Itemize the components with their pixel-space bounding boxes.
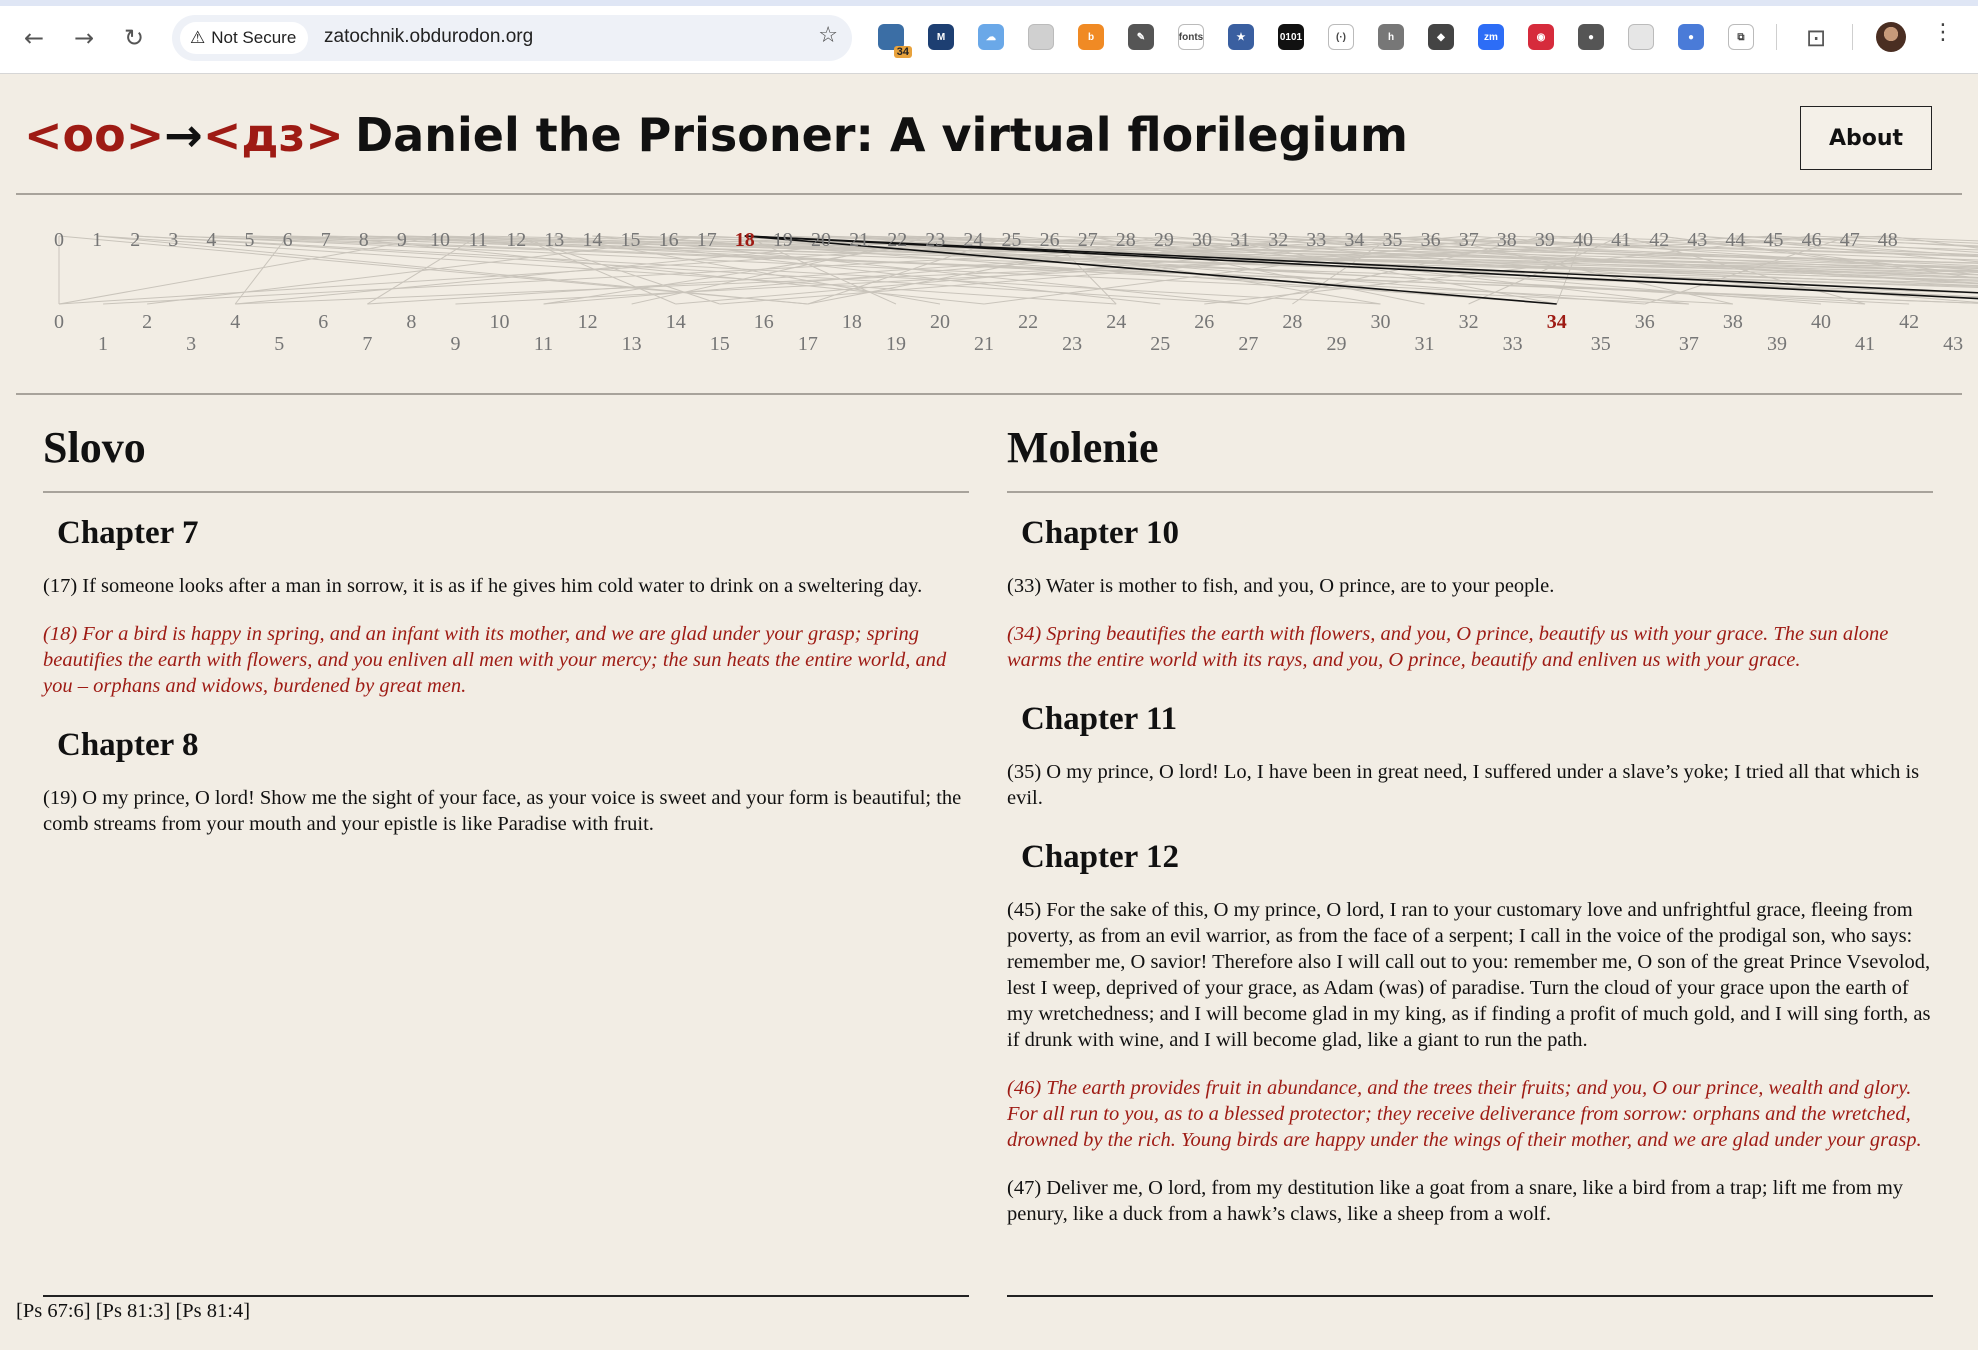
- slovo-verse-number: 7: [320, 229, 331, 251]
- slovo-verse-number: 9: [396, 229, 407, 251]
- slovo-column: [43, 415, 969, 859]
- extension-icon[interactable]: ●: [1678, 24, 1704, 50]
- highlighted-verse[interactable]: (18) For a bird is happy in spring, and an infant with its mother, and we are glad under your grasp; spring beautifies the earth with flowers, and you enliven all men with your mercy; the sun heats the entire world, and you – orphans and widows, burdened by great men.: [43, 623, 947, 697]
- molenie-verse-number: 15: [709, 333, 730, 355]
- slovo-verse-number: 21: [849, 229, 870, 251]
- slovo-verse-number: 8: [358, 229, 369, 251]
- slovo-verse-number: 17: [696, 229, 717, 251]
- slovo-verse-number: 10: [430, 229, 450, 251]
- extension-icon[interactable]: b: [1078, 24, 1104, 50]
- highlighted-verse[interactable]: (34) Spring beautifies the earth with flowers, and you, O prince, beautify us with your grace. The sun alone warms the entire world with its rays, and you, O prince, beautify and enliven us with your grace.: [1007, 623, 1889, 671]
- molenie-verse-number: 20: [930, 311, 950, 333]
- molenie-verse-number: 43: [1943, 333, 1964, 355]
- molenie-verse-number: 32: [1458, 311, 1479, 333]
- chapter-heading: Chapter 11: [1021, 701, 1178, 737]
- extension-icon[interactable]: fonts: [1178, 24, 1204, 50]
- footnote-references[interactable]: [Ps 67:6] [Ps 81:3] [Ps 81:4]: [16, 1300, 251, 1322]
- slovo-verse-number: 27: [1077, 229, 1098, 251]
- slovo-verse-number: 46: [1801, 229, 1822, 251]
- molenie-verse-number: 16: [753, 311, 774, 333]
- molenie-verse-number: 30: [1370, 311, 1391, 333]
- address-bar[interactable]: [172, 15, 852, 61]
- extension-icon[interactable]: ◆: [1428, 24, 1454, 50]
- extension-icon[interactable]: [1628, 24, 1654, 50]
- slovo-verse-number: 3: [168, 229, 179, 251]
- verse-paragraph[interactable]: (47) Deliver me, O lord, from my destitution like a goat from a snare, like a bird from a trap; lift me from my penury, like a duck from a hawk’s claws, like a sheep from a wolf.: [1007, 1177, 1904, 1225]
- toolbar-divider: [1852, 24, 1853, 50]
- security-chip[interactable]: [180, 22, 308, 54]
- extension-badge: 34: [894, 46, 912, 58]
- slovo-verse-number: 35: [1382, 229, 1403, 251]
- molenie-verse-numbers: [54, 311, 1978, 355]
- molenie-verse-number: 5: [274, 333, 285, 355]
- slovo-verse-number: 44: [1725, 229, 1746, 251]
- slovo-bottom-rule: [43, 1295, 969, 1297]
- molenie-verse-number: 22: [1018, 311, 1039, 333]
- slovo-verse-number: 42: [1649, 229, 1670, 251]
- extension-icon[interactable]: ☁: [978, 24, 1004, 50]
- slovo-verse-number: 43: [1687, 229, 1708, 251]
- molenie-verse-number: 19: [885, 333, 906, 355]
- molenie-bottom-rule: [1007, 1295, 1933, 1297]
- molenie-verse-number: 25: [1150, 333, 1171, 355]
- molenie-verse-number: 11: [533, 333, 554, 355]
- verse-paragraph[interactable]: (19) O my prince, O lord! Show me the sight of your face, as your voice is sweet and your form is beautiful; the comb streams from your mouth and your epistle is like Paradise with fruit.: [43, 787, 962, 835]
- extension-icon[interactable]: (·): [1328, 24, 1354, 50]
- molenie-verse-number: 38: [1722, 311, 1743, 333]
- molenie-verse-number: 7: [362, 333, 373, 355]
- molenie-verse-number: 10: [489, 311, 510, 333]
- molenie-verse-number: 2: [142, 311, 153, 333]
- molenie-verse-number: 42: [1899, 311, 1920, 333]
- molenie-verse-number: 27: [1238, 333, 1259, 355]
- molenie-verse-number: 39: [1766, 333, 1787, 355]
- slovo-verse-number: 23: [925, 229, 946, 251]
- slovo-verse-numbers: [54, 229, 1898, 251]
- molenie-verse-number: 9: [450, 333, 461, 355]
- extension-icon[interactable]: M: [928, 24, 954, 50]
- molenie-verse-number: 37: [1678, 333, 1699, 355]
- slovo-verse-number: 47: [1839, 229, 1860, 251]
- slovo-verse-number: 39: [1534, 229, 1555, 251]
- forward-icon[interactable]: →: [73, 24, 95, 52]
- molenie-verse-number: 21: [974, 333, 995, 355]
- slovo-verse-number: 40: [1573, 229, 1593, 251]
- graph-divider: [16, 393, 1962, 395]
- molenie-verse-number: 26: [1194, 311, 1215, 333]
- slovo-verse-number: 45: [1763, 229, 1784, 251]
- slovo-verse-number: 22: [887, 229, 908, 251]
- security-label: Not Secure: [211, 28, 297, 47]
- url-text[interactable]: zatochnik.obdurodon.org: [324, 26, 534, 47]
- logo-left: <оо>: [24, 108, 165, 162]
- slovo-verse-number: 41: [1611, 229, 1632, 251]
- tab-search-icon[interactable]: ⊡: [1805, 24, 1827, 52]
- extension-icon[interactable]: ●: [1578, 24, 1604, 50]
- molenie-verse-number: 36: [1634, 311, 1655, 333]
- slovo-verse-number: 29: [1153, 229, 1174, 251]
- profile-avatar[interactable]: [1876, 22, 1906, 52]
- slovo-verse-number: 36: [1420, 229, 1441, 251]
- molenie-title: Molenie: [1007, 415, 1933, 493]
- extension-icon[interactable]: h: [1378, 24, 1404, 50]
- back-icon[interactable]: ←: [23, 24, 45, 52]
- extension-icon[interactable]: [1028, 24, 1054, 50]
- alignment-graph[interactable]: [0, 210, 1978, 385]
- molenie-verse-number: 23: [1062, 333, 1083, 355]
- browser-toolbar: [0, 0, 1978, 74]
- slovo-verse-number: 28: [1115, 229, 1136, 251]
- molenie-verse-number: 35: [1590, 333, 1611, 355]
- chapter-heading: Chapter 7: [57, 515, 199, 551]
- reload-icon[interactable]: ↻: [123, 24, 145, 52]
- verse-paragraph[interactable]: (33) Water is mother to fish, and you, O prince, are to your people.: [1007, 575, 1555, 597]
- extension-icon[interactable]: ◉: [1528, 24, 1554, 50]
- molenie-verse-number: 31: [1414, 333, 1435, 355]
- logo-arrow: →: [164, 108, 203, 162]
- molenie-verse-number: 3: [186, 333, 197, 355]
- tab-strip: [0, 0, 1978, 6]
- slovo-text: [43, 509, 969, 837]
- slovo-verse-number: 37: [1458, 229, 1479, 251]
- slovo-verse-number: 33: [1306, 229, 1327, 251]
- slovo-verse-number: 1: [92, 229, 103, 251]
- slovo-verse-number: 32: [1268, 229, 1289, 251]
- slovo-title: Slovo: [43, 415, 969, 493]
- verse-paragraph[interactable]: (35) O my prince, O lord! Lo, I have been in great need, I suffered under a slave’s yoke; I tried all that which is evil.: [1007, 761, 1920, 809]
- slovo-verse-number: 2: [130, 229, 141, 251]
- browser-menu-icon[interactable]: ⋮: [1932, 20, 1954, 45]
- extension-icon[interactable]: ✎: [1128, 24, 1154, 50]
- molenie-verse-number: 41: [1855, 333, 1876, 355]
- slovo-verse-number: 16: [658, 229, 679, 251]
- slovo-verse-number: 15: [620, 229, 641, 251]
- slovo-verse-number: 11: [468, 229, 488, 251]
- chapter-heading: Chapter 12: [1021, 839, 1179, 875]
- molenie-verse-number: 1: [98, 333, 109, 355]
- slovo-verse-number: 12: [506, 229, 527, 251]
- molenie-verse-number: 14: [665, 311, 686, 333]
- molenie-verse-number: 33: [1502, 333, 1523, 355]
- slovo-verse-number: 19: [772, 229, 793, 251]
- molenie-verse-number: 8: [406, 311, 417, 333]
- slovo-verse-number: 26: [1039, 229, 1060, 251]
- logo-right: <дз>: [202, 108, 344, 162]
- chapter-heading: Chapter 10: [1021, 515, 1179, 551]
- molenie-text: [1007, 509, 1933, 1227]
- molenie-verse-number: 34: [1546, 311, 1567, 333]
- slovo-verse-number: 25: [1001, 229, 1022, 251]
- extension-icon[interactable]: ★: [1228, 24, 1254, 50]
- toolbar-divider: [1776, 24, 1777, 50]
- molenie-verse-number: 6: [318, 311, 329, 333]
- slovo-verse-number: 24: [963, 229, 984, 251]
- slovo-verse-number: 0: [54, 229, 64, 251]
- molenie-column: [1007, 415, 1933, 1249]
- about-button[interactable]: About: [1800, 106, 1932, 170]
- molenie-verse-number: 29: [1326, 333, 1347, 355]
- molenie-verse-number: 40: [1811, 311, 1831, 333]
- verse-paragraph[interactable]: (45) For the sake of this, O my prince, O lord, I ran to your customary love and unfrightful grace, fleeing from poverty, as from an evil warrior, as from the face of a serpent; I call in the voice of the prodigal son, who says: remember me, O savior! Therefore also I will call out to you: remember me, O son of the great Prince Vsevolod, lest I weep, deprived of your grace, as Adam (was) of paradise. Turn the cloud of your grace upon the earth of my wretchedness; and I will become glad in my king, as if finding a profit of much gold, and I will sing forth, as if drunk with wine, and I will become glad, like a giant to run the path.: [1007, 899, 1931, 1051]
- extension-icon[interactable]: zm: [1478, 24, 1504, 50]
- chapter-heading: Chapter 8: [57, 727, 199, 763]
- extension-icon[interactable]: ⧉: [1728, 24, 1754, 50]
- slovo-verse-number: 34: [1344, 229, 1365, 251]
- warning-icon: ⚠: [190, 28, 206, 48]
- slovo-verse-number: 48: [1877, 229, 1898, 251]
- slovo-verse-number: 13: [544, 229, 565, 251]
- molenie-verse-number: 24: [1106, 311, 1127, 333]
- header-divider: [16, 193, 1962, 195]
- verse-paragraph[interactable]: (17) If someone looks after a man in sorrow, it is as if he gives him cold water to drink on a sweltering day.: [43, 575, 923, 597]
- slovo-verse-number: 14: [582, 229, 603, 251]
- slovo-verse-number: 31: [1230, 229, 1251, 251]
- highlighted-verse[interactable]: (46) The earth provides fruit in abundance, and the trees their fruits; and you, O our prince, wealth and glory. For all run to you, as to a blessed protector; they receive deliverance from sorrow: orphans and the wretched, drowned by the rich. Young birds are happy under the wings of their mother, and we are glad under your grasp.: [1007, 1077, 1922, 1151]
- slovo-verse-number: 18: [734, 229, 755, 251]
- extension-icon[interactable]: [878, 24, 909, 58]
- molenie-verse-number: 12: [577, 311, 598, 333]
- slovo-verse-number: 4: [206, 229, 217, 251]
- bookmark-star-icon[interactable]: ☆: [818, 23, 838, 48]
- slovo-verse-number: 6: [282, 229, 293, 251]
- extension-icon[interactable]: 0101: [1278, 24, 1304, 50]
- slovo-verse-number: 5: [244, 229, 255, 251]
- page-title: Daniel the Prisoner: A virtual florilegium: [355, 108, 1408, 162]
- molenie-verse-number: 18: [841, 311, 862, 333]
- slovo-verse-number: 30: [1192, 229, 1212, 251]
- molenie-verse-number: 13: [621, 333, 642, 355]
- slovo-verse-number: 20: [811, 229, 831, 251]
- molenie-verse-number: 0: [54, 311, 64, 333]
- site-logo[interactable]: [24, 108, 344, 162]
- molenie-verse-number: 4: [230, 311, 241, 333]
- slovo-verse-number: 38: [1496, 229, 1517, 251]
- molenie-verse-number: 17: [797, 333, 818, 355]
- molenie-verse-number: 28: [1282, 311, 1303, 333]
